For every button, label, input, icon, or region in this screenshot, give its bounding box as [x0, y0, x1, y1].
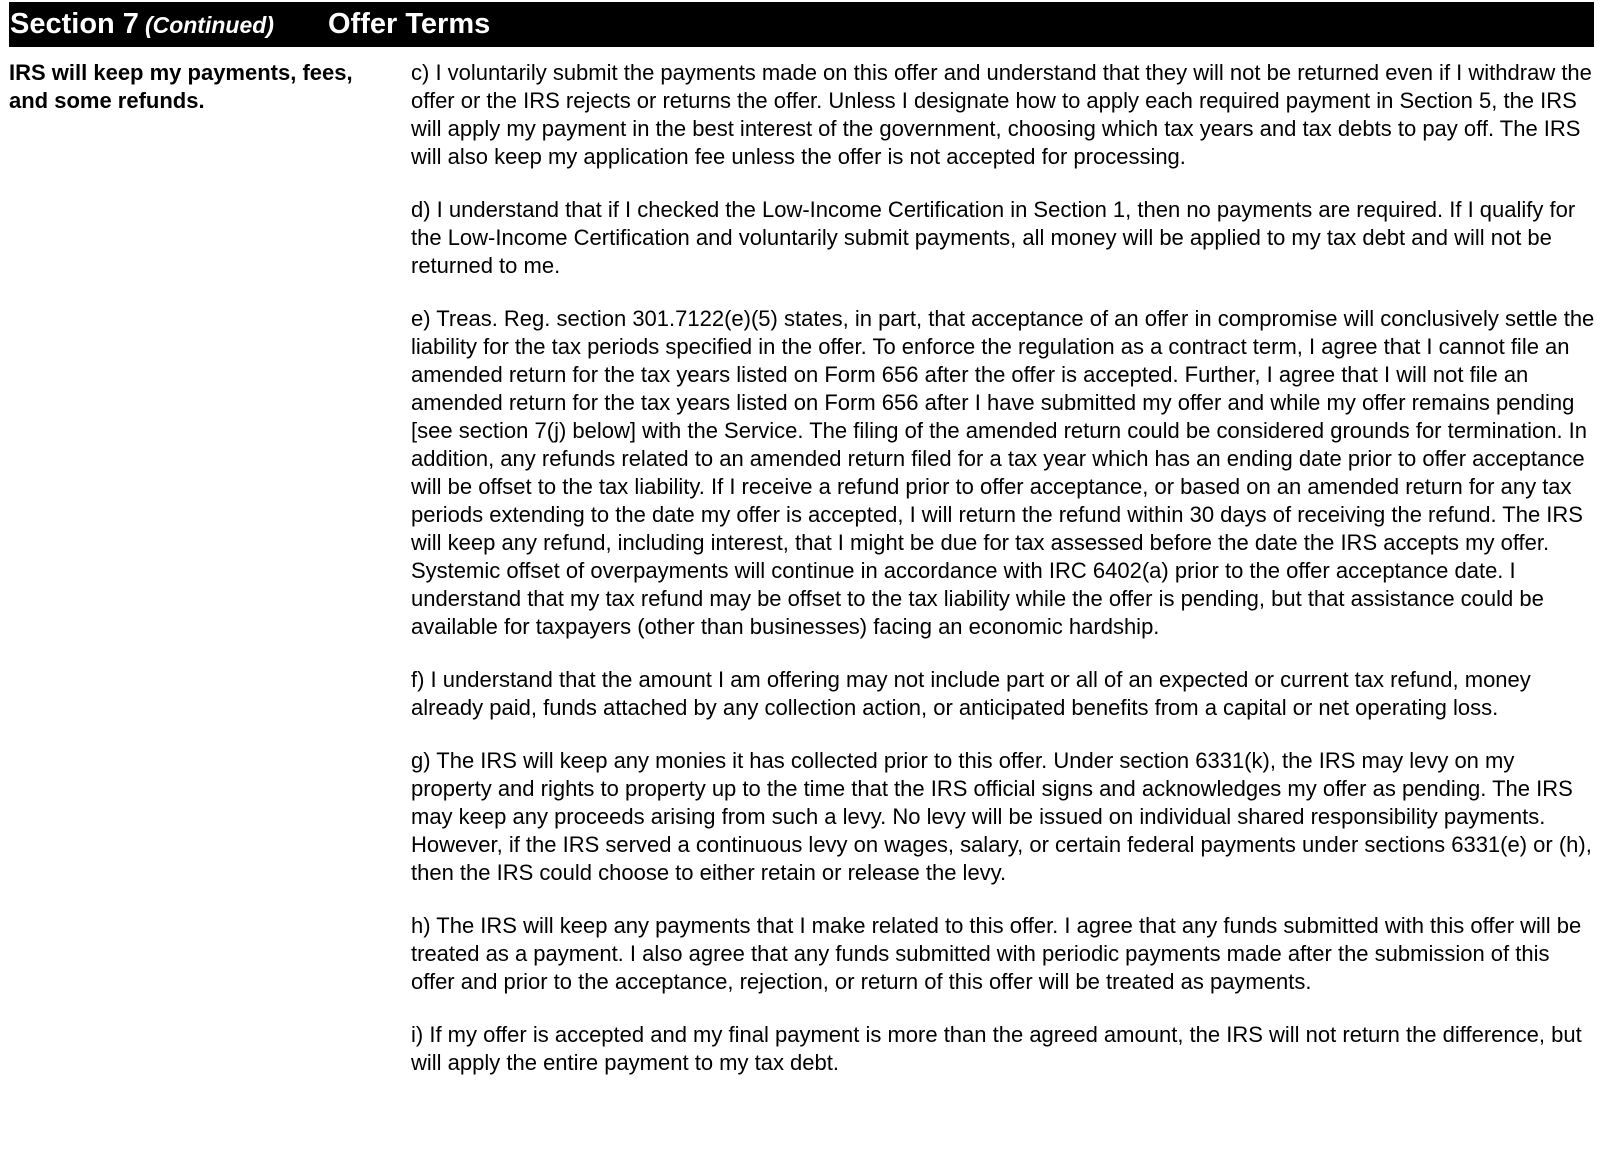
term-paragraph-c: c) I voluntarily submit the payments made on this offer and understand that they will not be returned even if I withdraw the offer or the IRS rejects or returns the offer. Unless I designate how to apply each required payment in Section 5, the IRS will apply my payment in the best interest of the government, choosing which tax years and tax debts to pay off. The IRS will also keep my application fee unless the offer is not accepted for processing. [411, 60, 1592, 169]
section-number: Section 7 [10, 8, 139, 40]
term-paragraph-f: f) I understand that the amount I am offering may not include part or all of an expected or current tax refund, money already paid, funds attached by any collection action, or anticipated benefits from a capital or net operating loss. [411, 667, 1531, 720]
section-title: Offer Terms [328, 8, 491, 40]
term-paragraph-g: g) The IRS will keep any monies it has collected prior to this offer. Under section 6331(k), the IRS may levy on my property and rights to property up to the time that the IRS official signs and acknowledges my offer as pending. The IRS may keep any proceeds arising from such a levy. No levy will be issued on individual shared responsibility payments. However, if the IRS served a continuous levy on wages, salary, or certain federal payments under sections 6331(e) or (h), then the IRS could choose to either retain or release the levy. [411, 748, 1592, 885]
offer-terms-list [411, 59, 1599, 1102]
term-paragraph-e: e) Treas. Reg. section 301.7122(e)(5) states, in part, that acceptance of an offer in compromise will conclusively settle the liability for the tax periods specified in the offer. To enforce the regulation as a contract term, I agree that I cannot file an amended return for the tax years listed on Form 656 after the offer is accepted. Further, I agree that I will not file an amended return for the tax years listed on Form 656 after I have submitted my offer and while my offer remains pending [see section 7(j) below] with the Service. The filing of the amended return could be considered grounds for termination. In addition, any refunds related to an amended return filed for a tax year which has an ending date prior to offer acceptance will be offset to the tax liability. If I receive a refund prior to offer acceptance, or based on an amended return for any tax periods extending to the date my offer is accepted, I will return the refund within 30 days of receiving the refund. The IRS will keep any refund, including interest, that I might be due for tax assessed before the date the IRS accepts my offer. Systemic offset of overpayments will continue in accordance with IRC 6402(a) prior to the offer acceptance date. I understand that my tax refund may be offset to the tax liability while the offer is pending, but that assistance could be available for taxpayers (other than businesses) facing an economic hardship. [411, 306, 1595, 639]
term-paragraph-h: h) The IRS will keep any payments that I make related to this offer. I agree that any funds submitted with this offer will be treated as a payment. I also agree that any funds submitted with periodic payments made after the submission of this offer and prior to the acceptance, rejection, or return of this offer will be treated as payments. [411, 913, 1582, 994]
section-label [10, 8, 274, 41]
term-paragraph-d: d) I understand that if I checked the Low-Income Certification in Section 1, then no payments are required. If I qualify for the Low-Income Certification and voluntarily submit payments, all money will be applied to my tax debt and will not be returned to me. [411, 197, 1576, 278]
side-heading: IRS will keep my payments, fees, and some refunds. [9, 60, 353, 113]
term-paragraph-i: i) If my offer is accepted and my final payment is more than the agreed amount, the IRS will not return the difference, but will apply the entire payment to my tax debt. [411, 1022, 1582, 1075]
section-continued-label: (Continued) [144, 12, 274, 38]
section-header-bar [9, 2, 1594, 47]
